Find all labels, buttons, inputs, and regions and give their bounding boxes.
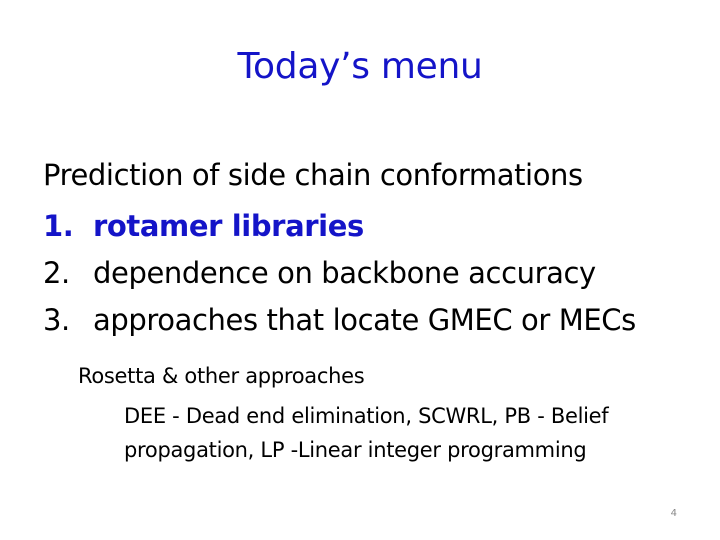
detail-text: DEE - Dead end elimination, SCWRL, PB - Belief propagation, LP -Linear integer programming xyxy=(124,404,609,462)
list-item-label: approaches that locate GMEC or MECs xyxy=(93,303,636,337)
list-item-label: dependence on backbone accuracy xyxy=(93,256,596,290)
slide-title: Today’s menu xyxy=(237,46,483,87)
subheading: Rosetta & other approaches xyxy=(78,364,365,388)
slide-heading: Prediction of side chain conformations xyxy=(43,158,583,192)
list-item-number: 3. xyxy=(43,303,70,337)
list-item-backbone-accuracy xyxy=(43,254,636,301)
list-item-gmec-approaches xyxy=(43,301,636,348)
list-item-number: 2. xyxy=(43,256,70,290)
list-item-number: 1. xyxy=(43,209,74,243)
menu-list xyxy=(43,207,636,348)
list-item-rotamer-libraries xyxy=(43,207,636,254)
page-number: 4 xyxy=(670,508,677,519)
list-item-label: rotamer libraries xyxy=(93,209,364,243)
